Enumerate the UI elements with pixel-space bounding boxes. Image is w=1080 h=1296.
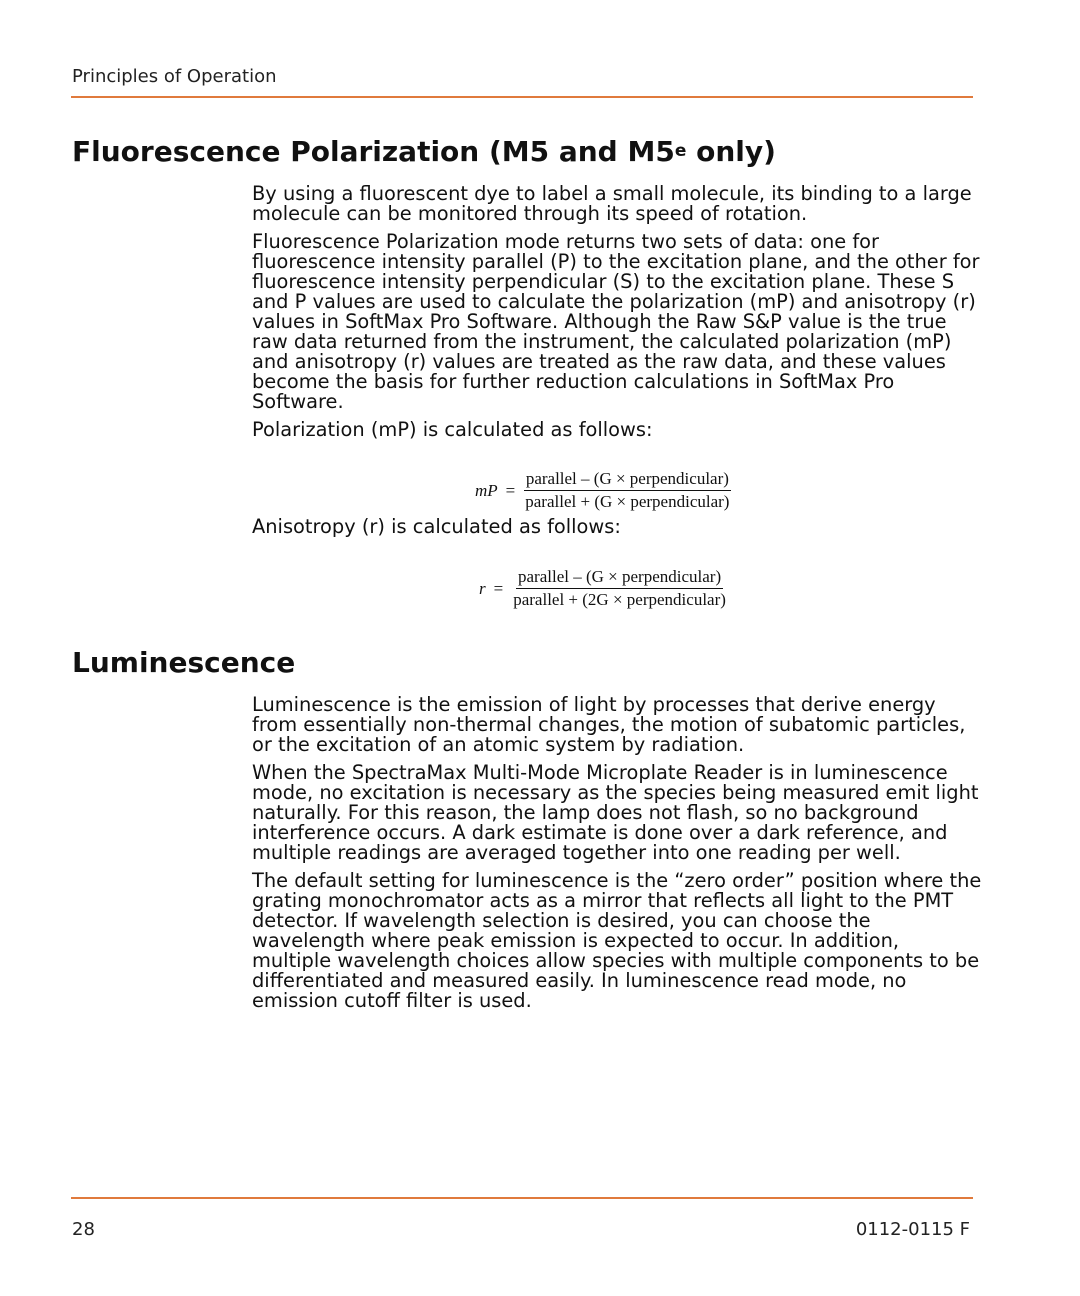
- heading-fp-suffix: only): [686, 135, 776, 168]
- anisotropy-intro-block: [252, 517, 982, 545]
- formula-r-numerator: parallel – (G × perpendicular): [516, 567, 723, 589]
- footer-rule: [71, 1197, 973, 1199]
- anisotropy-intro: Anisotropy (r) is calculated as follows:: [252, 515, 621, 538]
- lum-paragraph-2: When the SpectraMax Multi-Mode Microplate Reader is in luminescence mode, no excitation is necessary as the species being measured emit light naturally. For this reason, the lamp does not flash, so no background interference occurs. A dark estimate is done over a dark reference, and multiple readings are averaged together into one reading per well.: [252, 761, 979, 864]
- formula-mp-lhs: mP: [475, 480, 498, 500]
- formula-r-denominator: parallel + (2G × perpendicular): [513, 590, 726, 609]
- luminescence-body: [252, 695, 982, 1019]
- fp-paragraph-3: Polarization (mP) is calculated as follows:: [252, 418, 653, 441]
- formula-polarization: [475, 469, 731, 512]
- formula-mp-fraction: [523, 469, 731, 512]
- formula-anisotropy: [479, 567, 728, 610]
- formula-r-fraction: [511, 567, 728, 610]
- fp-body: [252, 184, 982, 448]
- fp-paragraph-1: By using a fluorescent dye to label a small molecule, its binding to a large molecule can be monitored through its speed of rotation.: [252, 182, 972, 225]
- page-number: 28: [72, 1219, 95, 1240]
- formula-mp-denominator: parallel + (G × perpendicular): [525, 492, 730, 511]
- running-header: Principles of Operation: [72, 66, 277, 87]
- document-number: 0112-0115 F: [855, 1219, 970, 1240]
- fp-paragraph-2: Fluorescence Polarization mode returns two sets of data: one for fluorescence intensity parallel (P) to the excitation plane, and the other for fluorescence intensity perpendicular (S) to the excitation plane. These S and P values are used to calculate the polarization (mP) and anisotropy (r) values in SoftMax Pro Software. Although the Raw S&P value is the true raw data returned from the instrument, the calculated polarization (mP) and anisotropy (r) values are treated as the raw data, and these values become the basis for further reduction calculations in SoftMax Pro Software.: [252, 230, 980, 413]
- lum-paragraph-3: The default setting for luminescence is the “zero order” position where the grating monochromator acts as a mirror that reflects all light to the PMT detector. If wavelength selection is desired, you can choose the wavelength where peak emission is expected to occur. In addition, multiple wavelength choices allow species with multiple components to be differentiated and measured easily. In luminescence read mode, no emission cutoff filter is used.: [252, 869, 982, 1012]
- formula-mp-equals: =: [505, 480, 516, 500]
- formula-mp-numerator: parallel – (G × perpendicular): [524, 469, 731, 491]
- formula-r-lhs: r: [479, 578, 486, 598]
- formula-r-equals: =: [493, 578, 504, 598]
- heading-fp-superscript: e: [674, 141, 687, 161]
- heading-fp-text: Fluorescence Polarization (M5 and M5: [72, 135, 675, 168]
- lum-paragraph-1: Luminescence is the emission of light by processes that derive energy from essentially non-thermal changes, the motion of subatomic particles, or the excitation of an atomic system by radiation.: [252, 693, 966, 756]
- heading-luminescence: Luminescence: [72, 646, 296, 679]
- header-rule: [71, 96, 973, 98]
- heading-fluorescence-polarization: [72, 135, 776, 168]
